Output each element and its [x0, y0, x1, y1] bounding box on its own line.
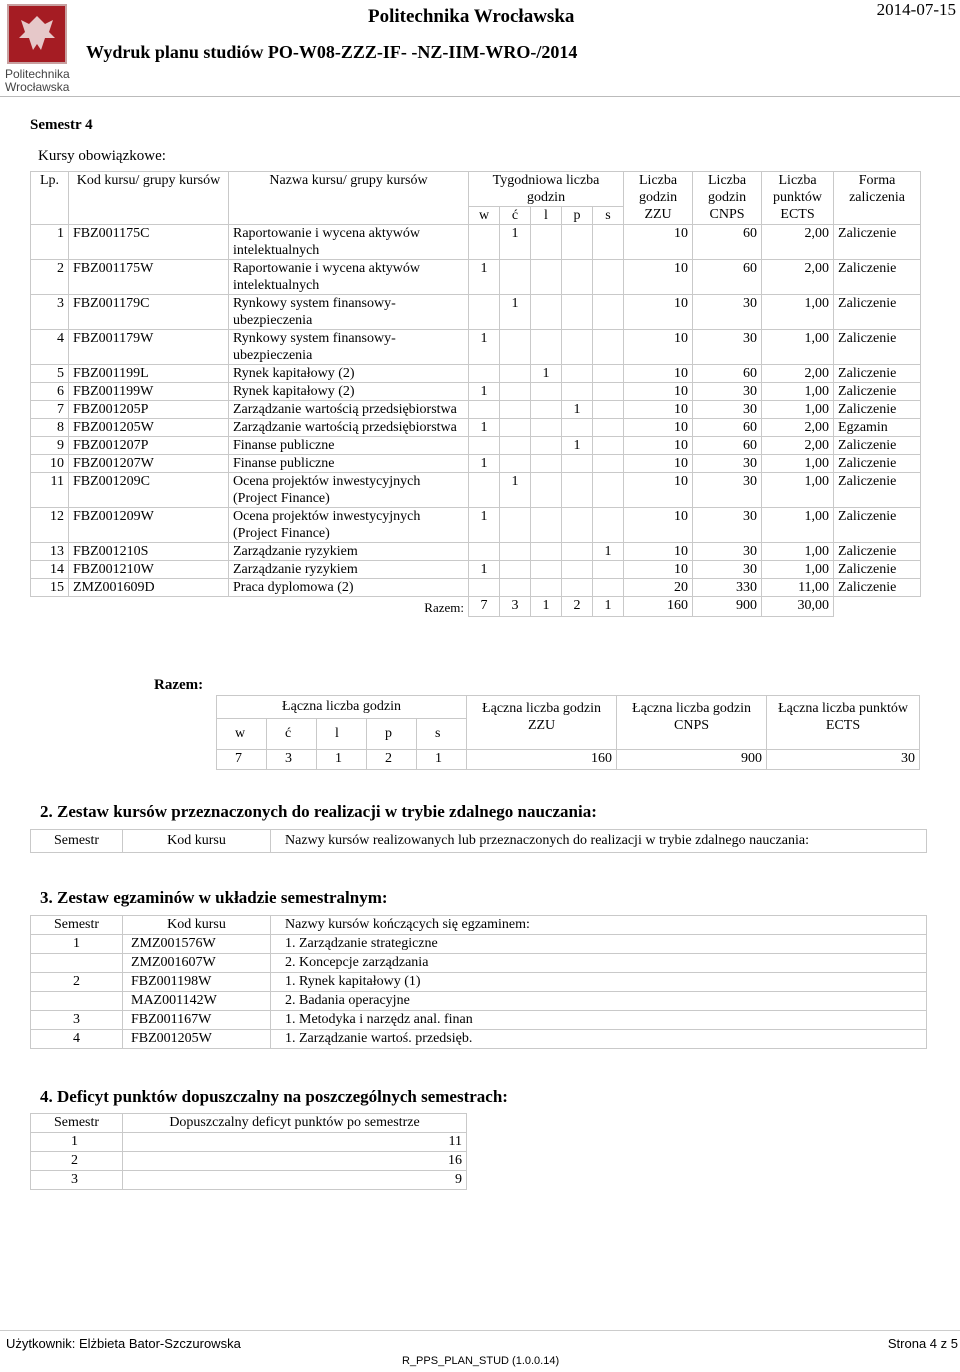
cell-l [531, 437, 562, 455]
cell-kod: FBZ001205P [69, 401, 229, 419]
summary-header-cnps: Łączna liczba godzin CNPS [617, 696, 767, 750]
cell-forma: Zaliczenie [834, 365, 921, 383]
cell-nazwa: Rynek kapitałowy (2) [229, 383, 469, 401]
table-row [31, 1171, 467, 1190]
t3-header-code: Kod kursu [123, 916, 271, 935]
cell-kod: FBZ001175C [69, 225, 229, 260]
cell-ects: 1,00 [762, 508, 834, 543]
cell-s [593, 225, 624, 260]
cell-zzu: 10 [624, 225, 693, 260]
section-2-title: 2. Zestaw kursów przeznaczonych do realizacji w trybie zdalnego nauczania: [40, 802, 597, 821]
cell-c [500, 383, 531, 401]
cell-l [531, 473, 562, 508]
cell-zzu: 10 [624, 383, 693, 401]
cell-ects: 2,00 [762, 419, 834, 437]
cell-p [562, 579, 593, 597]
cell-kod: FBZ001210S [69, 543, 229, 561]
exam-nazwa: 1. Zarządzanie strategiczne [271, 935, 927, 954]
cell-forma: Zaliczenie [834, 225, 921, 260]
cell-w [469, 225, 500, 260]
summary-p: 2 [367, 750, 417, 770]
courses-label: Kursy obowiązkowe: [38, 148, 166, 164]
table-row [31, 419, 921, 437]
cell-ects: 2,00 [762, 260, 834, 295]
cell-ects: 1,00 [762, 473, 834, 508]
cell-ects: 1,00 [762, 401, 834, 419]
cell-l: 1 [531, 365, 562, 383]
cell-w: 1 [469, 455, 500, 473]
cell-cnps: 60 [693, 225, 762, 260]
cell-ects: 2,00 [762, 437, 834, 455]
cell-forma: Zaliczenie [834, 508, 921, 543]
total-w: 7 [469, 597, 500, 617]
cell-nazwa: Ocena projektów inwestycyjnych (Project Finance) [229, 508, 469, 543]
cell-s [593, 455, 624, 473]
cell-lp: 5 [31, 365, 69, 383]
table-row [31, 437, 921, 455]
cell-s [593, 365, 624, 383]
exam-kod: ZMZ001607W [123, 954, 271, 973]
cell-p [562, 225, 593, 260]
cell-nazwa: Raportowanie i wycena aktywów intelektualnych [229, 260, 469, 295]
cell-s [593, 330, 624, 365]
cell-c [500, 561, 531, 579]
cell-w [469, 473, 500, 508]
cell-lp: 13 [31, 543, 69, 561]
total-l: 1 [531, 597, 562, 617]
summary-header-s: s [417, 719, 467, 750]
cell-s [593, 383, 624, 401]
header-lp: Lp. [31, 172, 69, 225]
cell-ects: 1,00 [762, 383, 834, 401]
footer-user: Użytkownik: Elżbieta Bator-Szczurowska [6, 1336, 241, 1351]
summary-w: 7 [217, 750, 267, 770]
cell-cnps: 30 [693, 383, 762, 401]
exam-nazwa: 1. Metodyka i narzędz anal. finan [271, 1011, 927, 1030]
cell-lp: 3 [31, 295, 69, 330]
summary-header-l: l [317, 719, 367, 750]
exam-nazwa: 1. Zarządzanie wartoś. przedsięb. [271, 1030, 927, 1049]
summary-l: 1 [317, 750, 367, 770]
cell-zzu: 10 [624, 365, 693, 383]
cell-cnps: 30 [693, 473, 762, 508]
cell-zzu: 10 [624, 419, 693, 437]
cell-cnps: 60 [693, 365, 762, 383]
cell-kod: FBZ001210W [69, 561, 229, 579]
cell-forma: Zaliczenie [834, 455, 921, 473]
cell-nazwa: Rynkowy system finansowy-ubezpieczenia [229, 330, 469, 365]
cell-ects: 2,00 [762, 365, 834, 383]
cell-s [593, 260, 624, 295]
cell-forma: Zaliczenie [834, 260, 921, 295]
cell-ects: 1,00 [762, 543, 834, 561]
summary-label: Razem: [154, 677, 204, 693]
table-row [31, 1030, 927, 1049]
total-s: 1 [593, 597, 624, 617]
cell-s [593, 561, 624, 579]
cell-cnps: 30 [693, 401, 762, 419]
cell-lp: 2 [31, 260, 69, 295]
cell-c [500, 419, 531, 437]
cell-zzu: 10 [624, 437, 693, 455]
cell-l [531, 260, 562, 295]
exam-nazwa: 2. Badania operacyjne [271, 992, 927, 1011]
table-row [31, 383, 921, 401]
exam-sem: 1 [31, 935, 123, 954]
summary-header-ects: Łączna liczba punktów ECTS [767, 696, 920, 750]
cell-l [531, 543, 562, 561]
header-ects: Liczba punktów ECTS [762, 172, 834, 225]
cell-nazwa: Ocena projektów inwestycyjnych (Project Finance) [229, 473, 469, 508]
exam-kod: FBZ001167W [123, 1011, 271, 1030]
cell-w: 1 [469, 419, 500, 437]
cell-zzu: 10 [624, 561, 693, 579]
deficit-sem: 3 [31, 1171, 123, 1190]
cell-forma: Zaliczenie [834, 561, 921, 579]
remote-courses-table [30, 829, 927, 853]
deficit-val: 9 [123, 1171, 467, 1190]
cell-l [531, 383, 562, 401]
exam-kod: ZMZ001576W [123, 935, 271, 954]
cell-c [500, 365, 531, 383]
footer-divider [0, 1330, 960, 1331]
cell-l [531, 561, 562, 579]
cell-w: 1 [469, 383, 500, 401]
cell-s [593, 437, 624, 455]
cell-w [469, 437, 500, 455]
cell-w [469, 365, 500, 383]
table-row [31, 543, 921, 561]
exam-nazwa: 2. Koncepcje zarządzania [271, 954, 927, 973]
header-cnps: Liczba godzin CNPS [693, 172, 762, 225]
table-row [31, 365, 921, 383]
summary-table [216, 695, 920, 770]
header-weekly-hours: Tygodniowa liczba godzin [469, 172, 624, 207]
cell-p [562, 260, 593, 295]
deficit-sem: 2 [31, 1152, 123, 1171]
cell-forma: Zaliczenie [834, 543, 921, 561]
table-row [31, 935, 927, 954]
header-zzu: Liczba godzin ZZU [624, 172, 693, 225]
cell-w: 1 [469, 508, 500, 543]
header-form: Forma zaliczenia [834, 172, 921, 225]
cell-zzu: 10 [624, 330, 693, 365]
university-logo [4, 4, 74, 96]
t2-header-names: Nazwy kursów realizowanych lub przeznaczonych do realizacji w trybie zdalnego nauczania: [271, 830, 927, 853]
cell-kod: FBZ001199W [69, 383, 229, 401]
cell-forma: Zaliczenie [834, 330, 921, 365]
print-date: 2014-07-15 [876, 0, 956, 19]
cell-cnps: 60 [693, 419, 762, 437]
cell-cnps: 30 [693, 508, 762, 543]
cell-c [500, 401, 531, 419]
cell-lp: 8 [31, 419, 69, 437]
table-row [31, 295, 921, 330]
cell-s [593, 473, 624, 508]
cell-lp: 7 [31, 401, 69, 419]
cell-s [593, 295, 624, 330]
cell-nazwa: Zarządzanie wartością przedsiębiorstwa [229, 419, 469, 437]
cell-s [593, 419, 624, 437]
exams-table [30, 915, 927, 1049]
table-row [31, 455, 921, 473]
cell-s [593, 508, 624, 543]
cell-ects: 1,00 [762, 330, 834, 365]
cell-zzu: 10 [624, 260, 693, 295]
cell-w [469, 579, 500, 597]
cell-cnps: 30 [693, 561, 762, 579]
footer-page-number: Strona 4 z 5 [887, 1336, 958, 1351]
cell-p [562, 508, 593, 543]
cell-ects: 1,00 [762, 561, 834, 579]
cell-c [500, 508, 531, 543]
cell-c [500, 330, 531, 365]
cell-forma: Zaliczenie [834, 437, 921, 455]
header-divider [0, 96, 960, 97]
t3-header-semester: Semestr [31, 916, 123, 935]
cell-zzu: 20 [624, 579, 693, 597]
cell-lp: 14 [31, 561, 69, 579]
cell-l [531, 225, 562, 260]
table-row [31, 473, 921, 508]
cell-kod: FBZ001199L [69, 365, 229, 383]
table-row [31, 225, 921, 260]
cell-cnps: 30 [693, 330, 762, 365]
cell-ects: 2,00 [762, 225, 834, 260]
summary-cnps: 900 [617, 750, 767, 770]
table-row [31, 954, 927, 973]
cell-w: 1 [469, 260, 500, 295]
cell-l [531, 455, 562, 473]
logo-text: Politechnika Wrocławska [5, 67, 70, 94]
cell-s: 1 [593, 543, 624, 561]
cell-w: 1 [469, 330, 500, 365]
cell-p [562, 365, 593, 383]
cell-kod: FBZ001175W [69, 260, 229, 295]
header-w: w [469, 207, 500, 225]
cell-cnps: 60 [693, 437, 762, 455]
deficit-val: 16 [123, 1152, 467, 1171]
summary-header-w: w [217, 719, 267, 750]
cell-forma: Zaliczenie [834, 295, 921, 330]
summary-header-c: ć [267, 719, 317, 750]
exam-sem: 2 [31, 973, 123, 992]
header-s: s [593, 207, 624, 225]
cell-lp: 1 [31, 225, 69, 260]
header-p: p [562, 207, 593, 225]
cell-c: 1 [500, 225, 531, 260]
summary-ects: 30 [767, 750, 920, 770]
header-l: l [531, 207, 562, 225]
cell-lp: 9 [31, 437, 69, 455]
cell-l [531, 419, 562, 437]
cell-c [500, 437, 531, 455]
header-course-code: Kod kursu/ grupy kursów [69, 172, 229, 225]
exam-kod: MAZ001142W [123, 992, 271, 1011]
cell-lp: 4 [31, 330, 69, 365]
exam-kod: FBZ001205W [123, 1030, 271, 1049]
cell-nazwa: Zarządzanie ryzykiem [229, 543, 469, 561]
cell-zzu: 10 [624, 401, 693, 419]
cell-p: 1 [562, 401, 593, 419]
cell-nazwa: Raportowanie i wycena aktywów intelektualnych [229, 225, 469, 260]
cell-w [469, 543, 500, 561]
table-row [31, 973, 927, 992]
header-course-name: Nazwa kursu/ grupy kursów [229, 172, 469, 225]
summary-zzu: 160 [467, 750, 617, 770]
table-row [31, 508, 921, 543]
cell-kod: FBZ001205W [69, 419, 229, 437]
cell-forma: Zaliczenie [834, 473, 921, 508]
section-3-title: 3. Zestaw egzaminów w układzie semestralnym: [40, 888, 388, 907]
cell-lp: 11 [31, 473, 69, 508]
cell-kod: FBZ001179W [69, 330, 229, 365]
cell-nazwa: Finanse publiczne [229, 455, 469, 473]
cell-p [562, 543, 593, 561]
cell-c: 1 [500, 473, 531, 508]
cell-ects: 1,00 [762, 295, 834, 330]
cell-forma: Zaliczenie [834, 401, 921, 419]
deficit-val: 11 [123, 1133, 467, 1152]
cell-lp: 10 [31, 455, 69, 473]
cell-lp: 12 [31, 508, 69, 543]
cell-w: 1 [469, 561, 500, 579]
deficit-sem: 1 [31, 1133, 123, 1152]
total-ects: 30,00 [762, 597, 834, 617]
cell-cnps: 60 [693, 260, 762, 295]
table-row [31, 579, 921, 597]
exam-sem [31, 954, 123, 973]
total-zzu: 160 [624, 597, 693, 617]
exam-sem: 4 [31, 1030, 123, 1049]
cell-nazwa: Rynkowy system finansowy-ubezpieczenia [229, 295, 469, 330]
summary-s: 1 [417, 750, 467, 770]
cell-kod: FBZ001209W [69, 508, 229, 543]
cell-w [469, 401, 500, 419]
exam-sem [31, 992, 123, 1011]
cell-c [500, 543, 531, 561]
cell-p [562, 419, 593, 437]
university-name: Politechnika Wrocławska [368, 6, 575, 27]
cell-cnps: 30 [693, 295, 762, 330]
exam-nazwa: 1. Rynek kapitałowy (1) [271, 973, 927, 992]
cell-ects: 1,00 [762, 455, 834, 473]
header-c: ć [500, 207, 531, 225]
cell-kod: ZMZ001609D [69, 579, 229, 597]
table-row [31, 330, 921, 365]
cell-ects: 11,00 [762, 579, 834, 597]
cell-kod: FBZ001207W [69, 455, 229, 473]
cell-nazwa: Rynek kapitałowy (2) [229, 365, 469, 383]
cell-nazwa: Zarządzanie ryzykiem [229, 561, 469, 579]
total-p: 2 [562, 597, 593, 617]
cell-lp: 6 [31, 383, 69, 401]
cell-p [562, 455, 593, 473]
cell-p [562, 295, 593, 330]
summary-header-p: p [367, 719, 417, 750]
cell-forma: Zaliczenie [834, 383, 921, 401]
cell-c [500, 260, 531, 295]
semester-label: Semestr 4 [30, 117, 93, 133]
table-row [31, 561, 921, 579]
cell-forma: Egzamin [834, 419, 921, 437]
cell-zzu: 10 [624, 455, 693, 473]
exam-kod: FBZ001198W [123, 973, 271, 992]
cell-l [531, 295, 562, 330]
table-row [31, 1011, 927, 1030]
cell-s [593, 401, 624, 419]
cell-cnps: 30 [693, 455, 762, 473]
cell-nazwa: Zarządzanie wartością przedsiębiorstwa [229, 401, 469, 419]
t2-header-semester: Semestr [31, 830, 123, 853]
table-row [31, 1133, 467, 1152]
cell-kod: FBZ001179C [69, 295, 229, 330]
cell-w [469, 295, 500, 330]
cell-c [500, 579, 531, 597]
cell-c: 1 [500, 295, 531, 330]
cell-lp: 15 [31, 579, 69, 597]
t4-header-semester: Semestr [31, 1114, 123, 1133]
cell-p [562, 473, 593, 508]
total-c: 3 [500, 597, 531, 617]
cell-zzu: 10 [624, 295, 693, 330]
footer-report-code: R_PPS_PLAN_STUD (1.0.0.14) [402, 1355, 560, 1367]
eagle-crest-icon [7, 4, 67, 64]
deficit-table [30, 1113, 467, 1190]
cell-cnps: 30 [693, 543, 762, 561]
t2-header-code: Kod kursu [123, 830, 271, 853]
cell-forma: Zaliczenie [834, 579, 921, 597]
cell-p [562, 561, 593, 579]
cell-s [593, 579, 624, 597]
cell-nazwa: Praca dyplomowa (2) [229, 579, 469, 597]
cell-zzu: 10 [624, 508, 693, 543]
cell-c [500, 455, 531, 473]
document-subtitle: Wydruk planu studiów PO-W08-ZZZ-IF- -NZ-IIM-WRO-/2014 [86, 42, 578, 62]
t3-header-names: Nazwy kursów kończących się egzaminem: [271, 916, 927, 935]
cell-l [531, 401, 562, 419]
cell-p [562, 383, 593, 401]
cell-l [531, 330, 562, 365]
cell-l [531, 579, 562, 597]
cell-zzu: 10 [624, 473, 693, 508]
section-4-title: 4. Deficyt punktów dopuszczalny na poszczególnych semestrach: [40, 1087, 508, 1106]
cell-kod: FBZ001207P [69, 437, 229, 455]
summary-header-zzu: Łączna liczba godzin ZZU [467, 696, 617, 750]
cell-nazwa: Finanse publiczne [229, 437, 469, 455]
courses-table [30, 171, 921, 617]
table-row [31, 1152, 467, 1171]
cell-l [531, 508, 562, 543]
cell-p: 1 [562, 437, 593, 455]
t4-header-deficit: Dopuszczalny deficyt punktów po semestrze [123, 1114, 467, 1133]
total-label: Razem: [424, 600, 464, 615]
summary-header-hours: Łączna liczba godzin [217, 696, 467, 719]
cell-zzu: 10 [624, 543, 693, 561]
cell-kod: FBZ001209C [69, 473, 229, 508]
cell-p [562, 330, 593, 365]
exam-sem: 3 [31, 1011, 123, 1030]
summary-c: 3 [267, 750, 317, 770]
cell-cnps: 330 [693, 579, 762, 597]
table-row [31, 401, 921, 419]
total-cnps: 900 [693, 597, 762, 617]
table-row [31, 260, 921, 295]
table-row [31, 992, 927, 1011]
